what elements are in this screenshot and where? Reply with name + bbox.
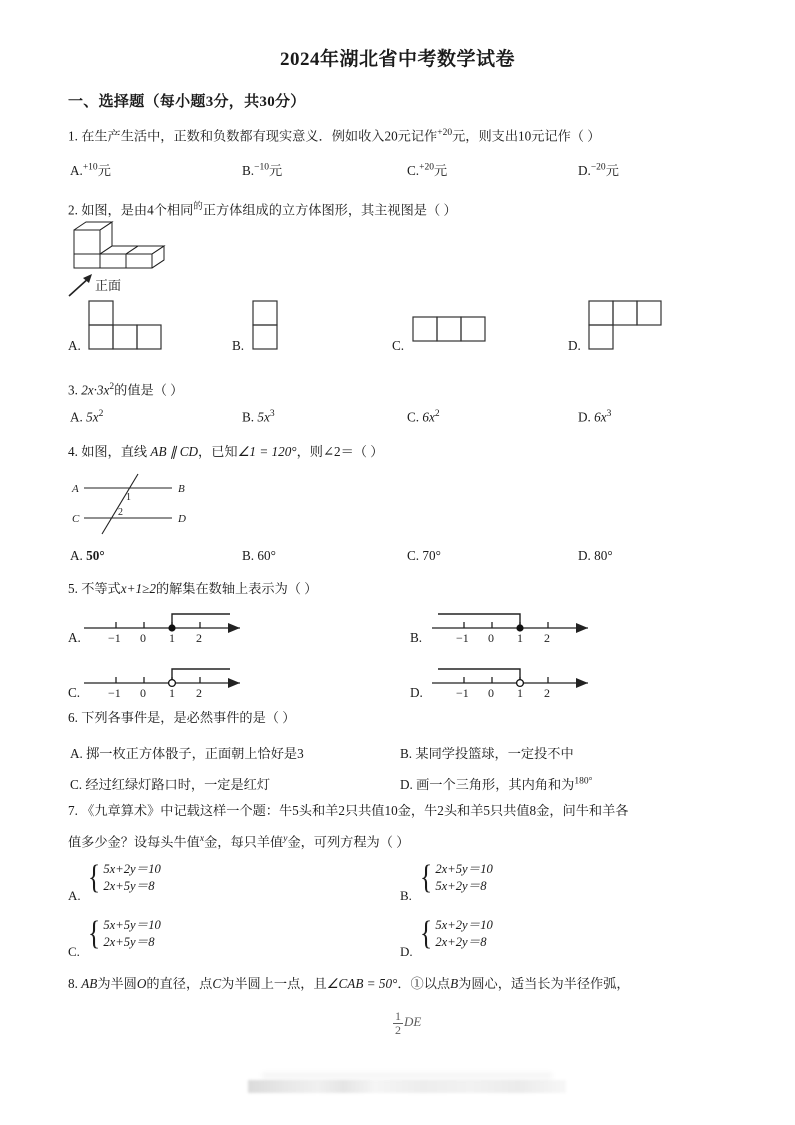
option-label: A. [70, 409, 83, 425]
question-1-option-a[interactable] [70, 160, 111, 179]
left-brace-icon: { [420, 914, 433, 952]
question-2-option-d-label[interactable]: D. [568, 338, 581, 353]
question-7-line1: 《九章算术》中记载这样一个题：牛5头和羊2只共值10金，牛2头和羊5只共值8金，问牛和羊各 [81, 803, 629, 818]
question-4-option-b[interactable] [242, 548, 276, 564]
question-1-option-b[interactable] [242, 160, 282, 179]
option-text: 掷一枚正方体骰子，正面朝上恰好是3 [86, 746, 304, 761]
question-4-stem-b: ，则∠2＝（ ） [296, 444, 384, 459]
question-4-stem-a: 如图，直线 [81, 444, 148, 459]
question-7-line2-c: 金，可列方程为（ ） [287, 834, 410, 850]
question-1-stem-b: 元，则支出10元记作（ ） [452, 128, 601, 144]
question-7-option-c-label[interactable]: C. [68, 944, 80, 959]
question-1-stem-a: 在生产生活中，正数和负数都有现实意义．例如收入20元记作 [81, 128, 438, 144]
equation-2: 2x+5y＝8 [103, 879, 155, 893]
question-8-part5: 为圆心，适当长为半径作弧， [458, 976, 630, 991]
option-unit: 元 [268, 163, 283, 178]
question-7-option-c-system[interactable] [86, 914, 161, 952]
question-5-option-d-label[interactable]: D. [410, 685, 423, 700]
equation-1: 5x+2y＝10 [103, 862, 161, 876]
option-value: −10 [254, 162, 269, 173]
question-7-var-y: y [283, 834, 288, 844]
option-value: 70° [422, 548, 441, 563]
tick-label: 0 [488, 631, 494, 644]
option-value: 5x [86, 409, 99, 425]
tick-label: 2 [196, 686, 202, 699]
tick-label: 2 [544, 686, 550, 699]
tick-label: 0 [140, 686, 146, 699]
question-5-option-c-numberline[interactable] [80, 659, 270, 699]
question-4-option-d[interactable] [578, 548, 613, 564]
option-unit: 元 [97, 163, 111, 178]
question-4-option-c[interactable] [407, 548, 441, 564]
question-5-stem-b: 的解集在数轴上表示为（ ） [155, 581, 318, 596]
label-C: C [72, 513, 80, 525]
option-value-sup: 3 [269, 409, 275, 419]
question-4-parallel-expr: AB ∥ CD [150, 444, 199, 459]
option-label: A. [70, 746, 83, 761]
question-8-point-c: C [212, 976, 222, 991]
question-2-option-c-label[interactable]: C. [392, 338, 405, 353]
option-value: +10 [82, 162, 98, 173]
left-brace-icon: { [88, 858, 101, 896]
tick-label: 0 [140, 631, 146, 644]
question-5-option-b-label[interactable]: B. [410, 630, 423, 645]
question-8-part1: 为半圆 [97, 976, 137, 991]
question-7-number: 7. [68, 803, 78, 818]
question-6-option-b[interactable] [400, 743, 574, 762]
page-bottom-fade [0, 1052, 795, 1068]
question-4-angle1-expr: ∠1 = 120° [237, 444, 297, 459]
tick-label: −1 [456, 686, 469, 699]
question-7-var-x: x [199, 834, 205, 844]
question-5-stem [68, 580, 317, 598]
fraction-denominator: 2 [395, 1022, 401, 1037]
option-value-sup: 2 [98, 409, 104, 419]
tick-label: 1 [169, 686, 175, 699]
option-text: 画一个三角形，其内角和为 [416, 777, 575, 792]
tick-label: 1 [517, 631, 523, 644]
option-label: D. [578, 163, 591, 178]
option-label: A. [70, 548, 83, 563]
option-label: C. [70, 777, 83, 792]
equation-1: 5x+5y＝10 [103, 918, 161, 932]
question-7-stem-line1 [68, 802, 628, 820]
question-2-option-b-figure[interactable] [252, 300, 282, 350]
question-3-expression: 2x·3x [81, 382, 110, 398]
question-5-option-a-numberline[interactable] [80, 604, 270, 644]
option-text-sup: 180° [574, 776, 593, 787]
label-A: A [72, 483, 79, 495]
question-7-line2-a: 值多少金？设每头牛值 [68, 834, 200, 850]
question-6-option-d[interactable] [400, 774, 592, 793]
question-7-option-b-label[interactable]: B. [400, 888, 412, 903]
question-2-solid-figure [68, 216, 198, 272]
question-5-option-d-numberline[interactable] [428, 659, 618, 699]
question-5-number: 5. [68, 581, 78, 596]
option-label: B. [242, 548, 255, 563]
question-6-option-c[interactable] [70, 774, 270, 793]
option-value: −20 [590, 162, 606, 173]
option-label: C. [407, 548, 420, 563]
question-6-number: 6. [68, 710, 78, 725]
question-5-option-b-numberline[interactable] [428, 604, 618, 644]
option-value-sup: 3 [606, 409, 612, 419]
question-3-option-d[interactable] [578, 409, 611, 425]
question-6-stem [68, 709, 295, 727]
question-4-stem [68, 443, 383, 461]
label-angle-2: 2 [118, 507, 123, 518]
question-4-stem-mid: ，已知 [198, 444, 238, 459]
option-label: C. [407, 409, 420, 425]
page-title: 2024年湖北省中考数学试卷 [279, 49, 515, 70]
fraction-tail-de: DE [404, 1014, 422, 1030]
question-5-option-a-label[interactable]: A. [68, 630, 81, 645]
question-2-stem-b: 正方体组成的立方体图形，其主视图是（ ） [202, 202, 457, 218]
option-value: 6x [594, 409, 607, 425]
question-7-option-d-label[interactable]: D. [400, 944, 413, 959]
question-2-stem-sup: 的 [193, 202, 203, 212]
question-1-number: 1. [68, 128, 78, 144]
left-brace-icon: { [88, 914, 101, 952]
equation-2: 2x+2y＝8 [435, 935, 487, 949]
question-5-stem-a: 不等式 [81, 581, 121, 596]
question-8-part3: 为半圆上一点，且 [221, 976, 327, 991]
question-3-stem-b: 的值是（ ） [114, 382, 184, 398]
fraction-numerator: 1 [395, 1009, 401, 1023]
question-3-stem [68, 378, 183, 399]
tick-label: −1 [108, 631, 121, 644]
question-4-number: 4. [68, 444, 78, 459]
question-1-stem [68, 124, 600, 145]
question-7-option-a-system[interactable] [86, 858, 161, 896]
option-unit: 元 [605, 163, 619, 178]
option-value: 60° [257, 548, 276, 563]
tick-label: −1 [108, 686, 121, 699]
option-value: 5x [257, 409, 270, 425]
tick-label: 2 [196, 631, 202, 644]
question-2-option-a-figure[interactable] [88, 300, 166, 350]
question-8-number: 8. [68, 976, 78, 991]
question-2-option-d-figure[interactable] [588, 300, 666, 350]
question-8-point-o: O [136, 976, 147, 991]
label-B: B [178, 483, 185, 495]
equation-2: 5x+2y＝8 [435, 879, 487, 893]
question-7-option-d-system[interactable] [418, 914, 493, 952]
tick-label: −1 [456, 631, 469, 644]
question-2-figure-caption: 正面 [95, 278, 122, 293]
left-brace-icon: { [420, 858, 433, 896]
watermark-blur-strip [248, 1080, 566, 1093]
question-7-line2-b: 金，每只羊值 [204, 834, 284, 850]
question-8-point-b: B [450, 976, 459, 991]
question-2-option-a-label[interactable]: A. [68, 338, 81, 353]
question-6-stem-text: 下列各事件是，是必然事件的是（ ） [81, 710, 296, 725]
question-4-parallel-lines-diagram [68, 468, 208, 540]
option-label: C. [407, 163, 420, 178]
fraction-one-half [393, 1010, 403, 1036]
question-7-option-a-label[interactable]: A. [68, 888, 81, 903]
question-2-number: 2. [68, 202, 78, 218]
question-2-option-b-label[interactable]: B. [232, 338, 245, 353]
question-3-expression-sup: 2 [109, 382, 115, 392]
question-4-option-a[interactable] [70, 548, 105, 564]
equation-2: 2x+5y＝8 [103, 935, 155, 949]
tick-label: 2 [544, 631, 550, 644]
option-value: +20 [419, 162, 434, 173]
question-7-option-b-system[interactable] [418, 858, 493, 896]
question-8-part4: ．①以点 [397, 976, 451, 991]
option-label: D. [400, 777, 413, 792]
option-unit: 元 [433, 163, 448, 178]
tick-label: 1 [517, 686, 523, 699]
question-5-option-c-label[interactable]: C. [68, 685, 81, 700]
option-value: 80° [594, 548, 613, 563]
question-7-stem-line2 [68, 830, 409, 851]
question-3-option-b[interactable] [242, 409, 275, 425]
question-8-part2: 的直径，点 [146, 976, 213, 991]
question-3-option-c[interactable] [407, 409, 440, 425]
question-8-stem [68, 975, 630, 993]
watermark-blur-upper [262, 1072, 552, 1079]
question-5-inequality: x+1≥2 [120, 581, 156, 596]
option-label: B. [400, 746, 413, 761]
option-text: 某同学投篮球，一定投不中 [415, 746, 574, 761]
option-label: D. [578, 548, 591, 563]
label-D: D [178, 513, 186, 525]
option-label: B. [242, 409, 255, 425]
option-label: D. [578, 409, 591, 425]
equation-1: 5x+2y＝10 [435, 918, 493, 932]
question-1-stem-sup: +20 [437, 128, 453, 138]
question-6-option-a[interactable] [70, 743, 304, 762]
question-8-segment-ab: AB [81, 976, 98, 991]
question-1-option-c[interactable] [407, 160, 447, 179]
equation-1: 2x+5y＝10 [435, 862, 493, 876]
tick-label: 1 [169, 631, 175, 644]
question-3-option-a[interactable] [70, 409, 103, 425]
option-value-sup: 2 [434, 409, 440, 419]
option-label: B. [242, 163, 255, 178]
question-3-number: 3. [68, 382, 78, 398]
question-1-option-d[interactable] [578, 160, 619, 179]
question-8-angle-cab: ∠CAB = 50° [326, 976, 398, 991]
option-text: 经过红绿灯路口时，一定是红灯 [85, 777, 271, 792]
question-2-stem-a: 如图，是由4个相同 [81, 202, 194, 218]
section-heading: 一、选择题（每小题3分，共30分） [68, 94, 306, 110]
question-2-option-c-figure[interactable] [412, 316, 490, 346]
label-angle-1: 1 [126, 492, 131, 503]
option-value: 6x [422, 409, 435, 425]
tick-label: 0 [488, 686, 494, 699]
option-value: 50° [86, 548, 105, 563]
question-8-cut-fraction [392, 1010, 421, 1036]
option-label: A. [70, 163, 83, 178]
